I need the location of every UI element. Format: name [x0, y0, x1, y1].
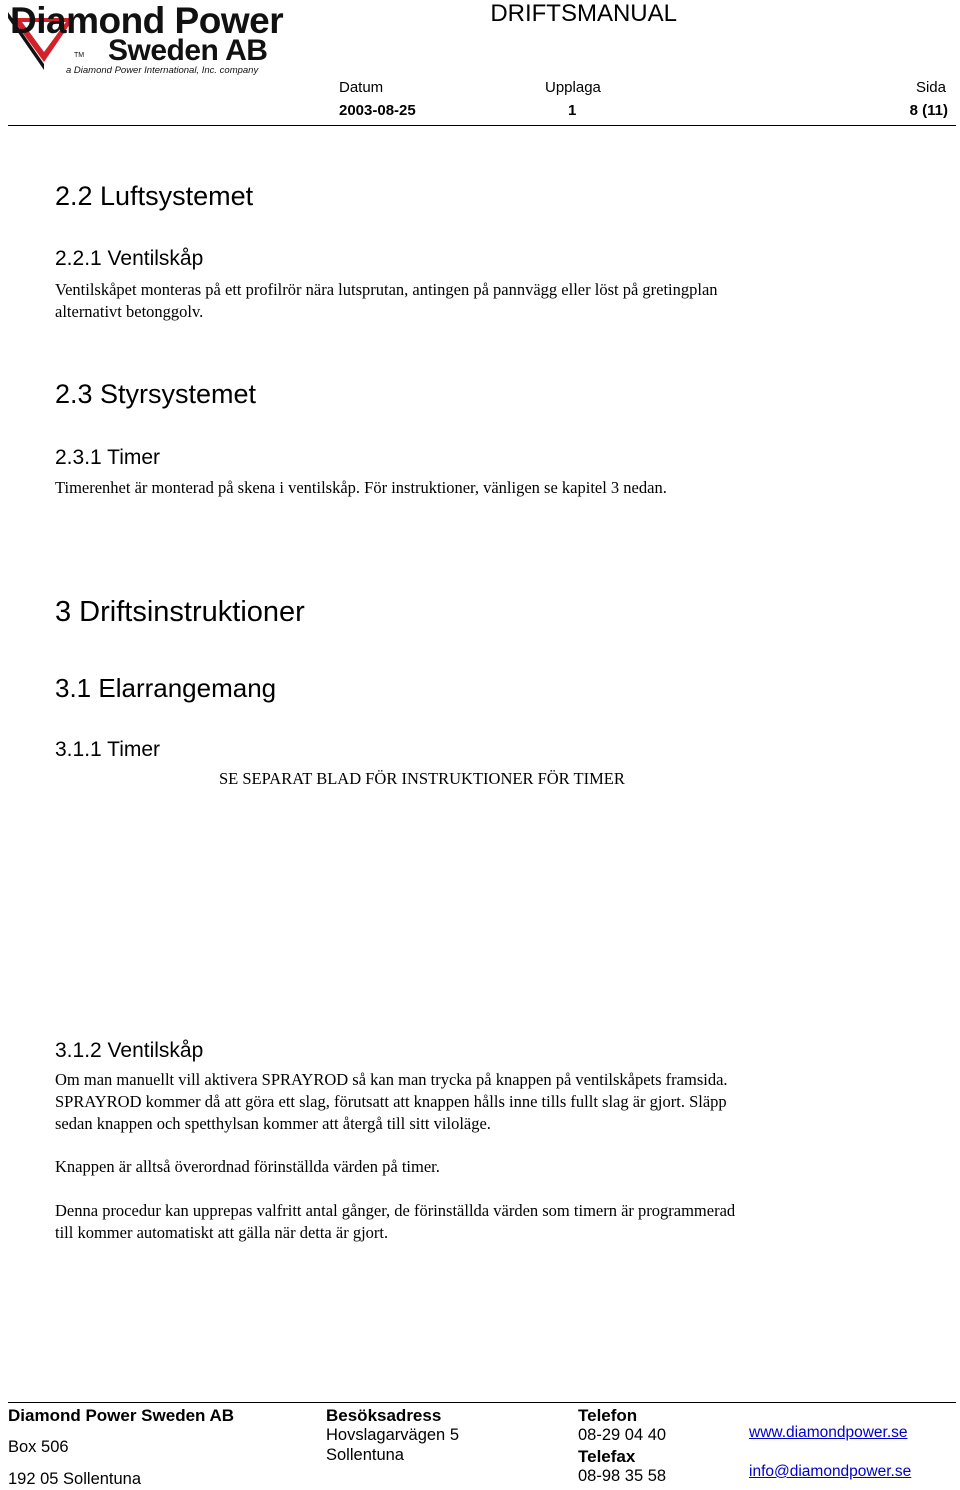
datum-label: Datum — [339, 79, 384, 96]
text-3-1-2-p3-line1: Denna procedur kan upprepas valfritt antal gånger, de förinställda värden som timern är programmerad — [55, 1201, 736, 1220]
text-3-1-2-p1-line3: sedan knappen och spetthylsan kommer att återgå till sitt viloläge. — [55, 1114, 491, 1133]
datum-value: 2003-08-25 — [339, 102, 416, 119]
text-3-1-1: SE SEPARAT BLAD FÖR INSTRUKTIONER FÖR TIMER — [219, 769, 625, 788]
footer-visit-label: Besöksadress — [326, 1406, 442, 1425]
header-divider — [8, 125, 956, 126]
heading-2-3: 2.3 Styrsystemet — [55, 379, 257, 409]
document-title: DRIFTSMANUAL — [490, 0, 677, 27]
sida-value: 8 (11) — [909, 102, 948, 119]
heading-3-1-1: 3.1.1 Timer — [55, 738, 161, 761]
sida-label: Sida — [915, 79, 946, 96]
upplaga-value: 1 — [568, 102, 577, 119]
heading-2-2: 2.2 Luftsystemet — [55, 181, 254, 211]
footer-company: Diamond Power Sweden AB — [8, 1406, 235, 1425]
footer-box: Box 506 — [8, 1438, 69, 1456]
footer-email-link[interactable]: info@diamondpower.se — [749, 1463, 912, 1480]
logo-name: Diamond Power — [10, 0, 284, 41]
heading-3-1-2: 3.1.2 Ventilskåp — [55, 1039, 204, 1062]
footer-divider — [8, 1402, 956, 1403]
heading-3: 3 Driftsinstruktioner — [55, 596, 305, 628]
footer-website-link[interactable]: www.diamondpower.se — [749, 1424, 908, 1441]
heading-2-2-1: 2.2.1 Ventilskåp — [55, 247, 204, 270]
text-2-3-1: Timerenhet är monterad på skena i ventilskåp. För instruktioner, vänligen se kapitel 3 nedan. — [55, 478, 667, 497]
footer-postal: 192 05 Sollentuna — [8, 1470, 142, 1488]
logo-sub: Sweden AB — [108, 34, 268, 67]
footer-phone: 08-29 04 40 — [578, 1426, 667, 1444]
upplaga-label: Upplaga — [545, 79, 601, 96]
text-3-1-2-p2: Knappen är alltså överordnad förinställda värden på timer. — [55, 1157, 440, 1176]
logo-tm: TM — [74, 52, 85, 59]
footer-fax-label: Telefax — [578, 1447, 636, 1466]
logo-tagline: a Diamond Power International, Inc. company — [66, 65, 259, 76]
footer-fax: 08-98 35 58 — [578, 1467, 667, 1485]
text-3-1-2-p3-line2: till kommer automatiskt att gälla när detta är gjort. — [55, 1223, 389, 1242]
footer-visit-street: Hovslagarvägen 5 — [326, 1426, 459, 1444]
footer-visit-city: Sollentuna — [326, 1446, 404, 1464]
heading-2-3-1: 2.3.1 Timer — [55, 446, 161, 469]
heading-3-1: 3.1 Elarrangemang — [55, 673, 277, 703]
footer-phone-label: Telefon — [578, 1406, 638, 1425]
text-2-2-1-line1: Ventilskåpet monteras på ett profilrör nära lutsprutan, antingen på pannvägg eller löst på gretingplan — [55, 280, 718, 299]
text-3-1-2-p1-line1: Om man manuellt vill aktivera SPRAYROD så kan man trycka på knappen på ventilskåpets framsida. — [55, 1070, 728, 1089]
text-2-2-1-line2: alternativt betonggolv. — [55, 302, 204, 321]
text-3-1-2-p1-line2: SPRAYROD kommer då att göra ett slag, förutsatt att knappen hålls inne tills fullt slag är gjort. Släpp — [55, 1092, 727, 1111]
